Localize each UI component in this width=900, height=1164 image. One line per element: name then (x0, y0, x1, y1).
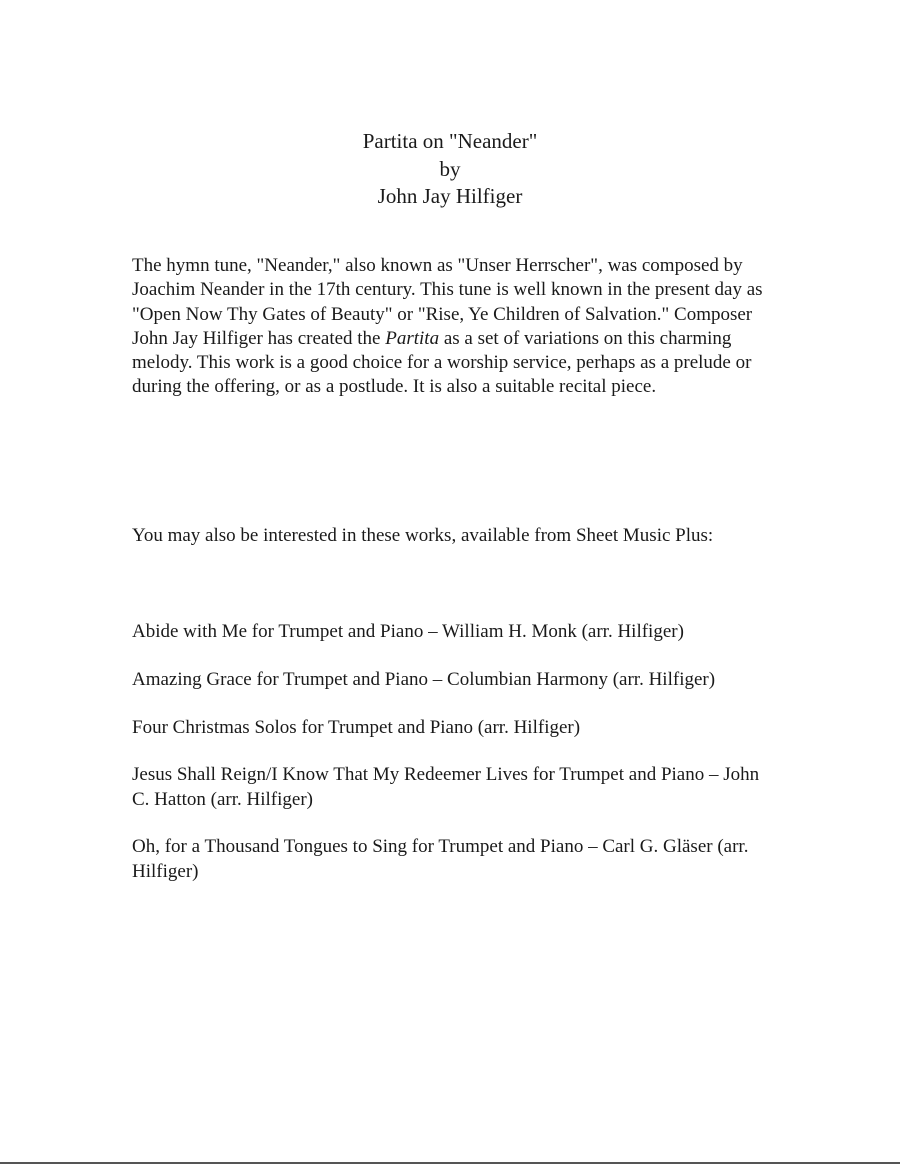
composer-name: John Jay Hilfiger (377, 184, 523, 208)
list-item: Oh, for a Thousand Tongues to Sing for Trumpet and Piano – Carl G. Gläser (arr. Hilfiger) (132, 836, 749, 882)
intro-text-part2: as a set of variations on this charming melody. This work is a good choice for a worship service, perhaps as a prelude or during the offering, or as a postlude. It is also a suitable recital piece. (132, 327, 752, 398)
list-item: Jesus Shall Reign/I Know That My Redeemer Lives for Trumpet and Piano – John C. Hatton (arr. Hilfiger) (132, 764, 760, 810)
related-works-intro: You may also be interested in these works, available from Sheet Music Plus: (132, 525, 714, 546)
intro-text-part1: The hymn tune, "Neander," also known as "Unser Herrscher", was composed by Joachim Neander in the 17th century. This tune is well known in the present day as "Open Now Thy Gates of Beauty" or "Rise, Ye Children of Salvation." Composer John Jay Hilfiger has created the (132, 255, 763, 349)
list-item: Amazing Grace for Trumpet and Piano – Columbian Harmony (arr. Hilfiger) (132, 668, 716, 690)
related-works-list (132, 620, 772, 908)
title-block (0, 128, 900, 211)
intro-italic-title: Partita (385, 327, 440, 349)
title-by: by (439, 156, 461, 181)
list-item: Abide with Me for Trumpet and Piano – William H. Monk (arr. Hilfiger) (132, 621, 684, 642)
list-item: Four Christmas Solos for Trumpet and Piano (arr. Hilfiger) (132, 716, 581, 738)
intro-paragraph (132, 254, 772, 400)
title-line: Partita on "Neander" (362, 129, 538, 153)
